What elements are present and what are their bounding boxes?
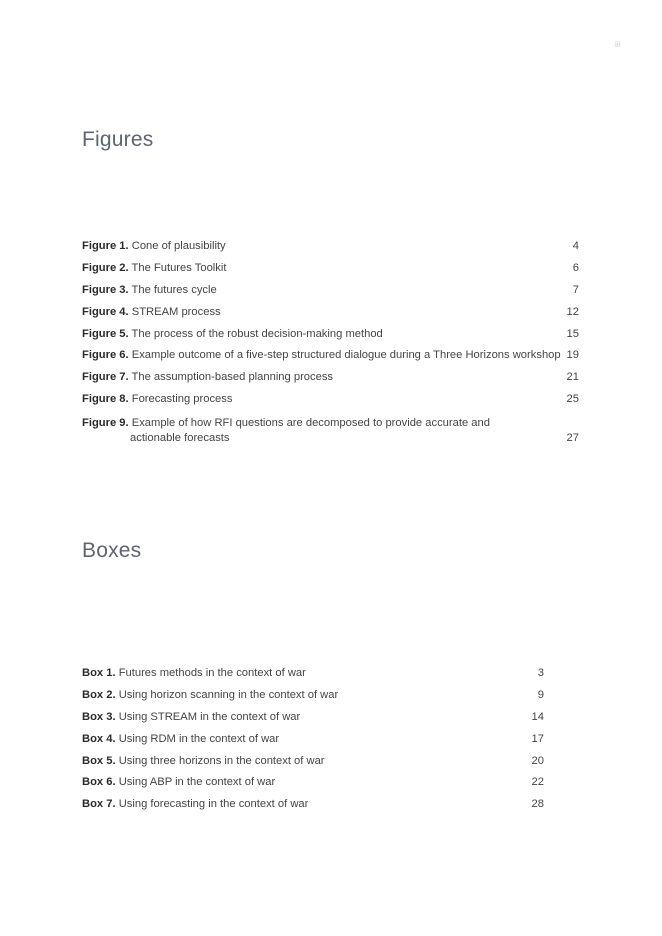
figure-title: Forecasting process (131, 393, 233, 406)
figure-title: The Futures Toolkit (131, 261, 227, 274)
box-title: Using STREAM in the context of war (118, 710, 301, 723)
figure-title: The futures cycle (131, 283, 217, 296)
figure-entry[interactable] (82, 389, 579, 411)
figures-heading: Figures (82, 128, 154, 151)
box-title: Futures methods in the context of war (118, 667, 306, 679)
box-title: Using RDM in the context of war (118, 732, 280, 745)
figure-label: Figure 9. (82, 417, 129, 430)
boxes-list (82, 663, 544, 816)
box-page: 17 (531, 732, 544, 745)
figure-entry[interactable] (82, 258, 579, 280)
figure-label: Figure 6. (82, 349, 129, 362)
figure-label: Figure 8. (82, 393, 129, 406)
figure-page: 7 (572, 283, 579, 296)
box-title: Using three horizons in the context of war (118, 754, 325, 767)
figure-title: Example outcome of a five-step structured dialogue during a Three Horizons workshop (131, 349, 561, 362)
figure-entry[interactable] (82, 302, 579, 324)
box-entry[interactable] (82, 772, 544, 794)
boxes-heading: Boxes (82, 539, 142, 562)
figure-entry[interactable] (82, 367, 579, 389)
box-page: 20 (531, 754, 544, 767)
figure-label: Figure 7. (82, 371, 129, 384)
box-title: Using forecasting in the context of war (118, 798, 309, 811)
box-entry[interactable] (82, 685, 544, 707)
figure-page: 12 (566, 305, 579, 318)
box-entry[interactable] (82, 707, 544, 729)
box-label: Box 4. (82, 732, 116, 745)
figure-title: STREAM process (131, 305, 221, 318)
figure-page: 6 (572, 261, 579, 274)
figure-label: Figure 5. (82, 327, 129, 340)
figure-label: Figure 1. (82, 240, 129, 252)
box-entry[interactable] (82, 751, 544, 773)
figure-page: 19 (566, 349, 579, 362)
page-number: iii (615, 40, 621, 49)
figure-entry[interactable] (82, 280, 579, 302)
box-label: Box 7. (82, 798, 116, 811)
figure-page: 27 (566, 432, 579, 445)
box-page: 3 (537, 667, 544, 679)
figure-entry[interactable] (82, 236, 579, 258)
figure-label: Figure 4. (82, 305, 129, 318)
figure-title: The process of the robust decision-making method (131, 327, 383, 340)
box-entry[interactable] (82, 729, 544, 751)
box-label: Box 5. (82, 754, 116, 767)
figure-label: Figure 3. (82, 283, 129, 296)
figure-entry[interactable] (82, 411, 579, 454)
figure-page: 15 (566, 327, 579, 340)
box-page: 9 (537, 688, 544, 701)
box-entry[interactable] (82, 663, 544, 685)
figure-title: Cone of plausibility (131, 240, 226, 252)
figure-entry[interactable] (82, 345, 579, 367)
box-entry[interactable] (82, 794, 544, 816)
box-label: Box 2. (82, 688, 116, 701)
figure-page: 21 (566, 371, 579, 384)
box-title: Using ABP in the context of war (118, 776, 276, 789)
figures-list (82, 236, 579, 454)
box-label: Box 3. (82, 710, 116, 723)
figure-title-continuation: actionable forecasts (130, 432, 230, 445)
figure-label: Figure 2. (82, 261, 129, 274)
box-page: 14 (531, 710, 544, 723)
box-label: Box 1. (82, 667, 116, 679)
figure-title: Example of how RFI questions are decomposed to provide accurate and (131, 417, 490, 430)
box-title: Using horizon scanning in the context of war (118, 688, 339, 701)
figure-title: The assumption-based planning process (131, 371, 334, 384)
box-page: 28 (531, 798, 544, 811)
box-page: 22 (531, 776, 544, 789)
figure-page: 25 (566, 393, 579, 406)
figure-entry[interactable] (82, 324, 579, 346)
box-label: Box 6. (82, 776, 116, 789)
figure-page: 4 (572, 240, 579, 252)
